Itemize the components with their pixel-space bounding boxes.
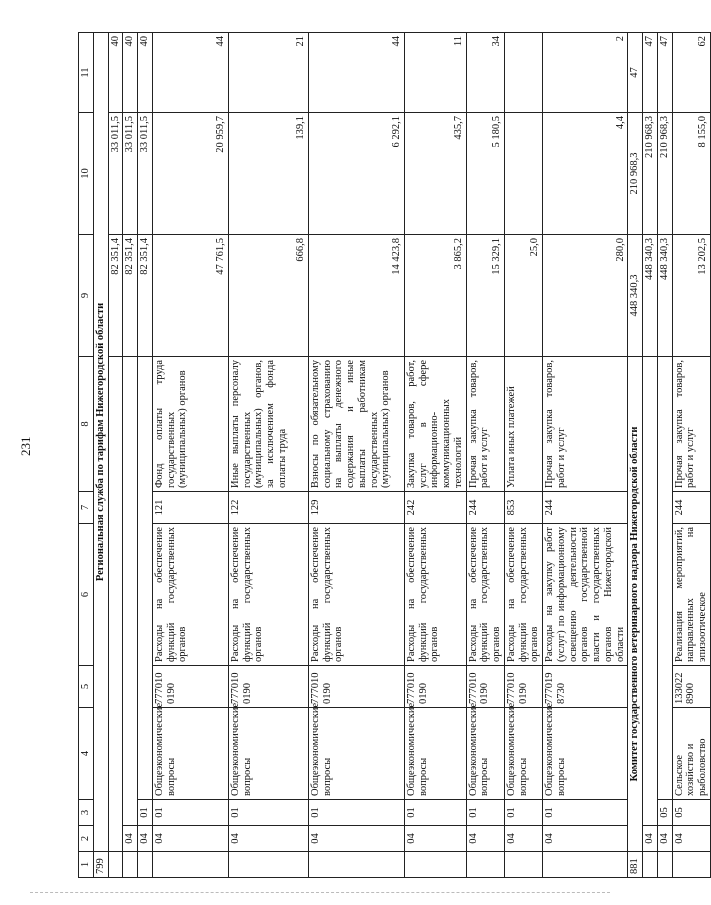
section-799-total-row: 82 351,4 33 011,5 40 [108,33,123,878]
section-title: Комитет государственного ветеринарного надзора Нижегородской области [628,357,643,852]
col-number: 11 [79,33,94,113]
col-number: 1 [79,852,94,878]
table-row: 04 01 Общеэкономические вопросы 777010 0190 Расходы на обеспечение функций государственных органов 242 Закупка товаров, работ, услуг в сфере информационно-коммуникационных технологий 3 865,2 435,7 11 [404,33,466,878]
rotated-table-wrapper [78,33,708,878]
section-799-subsection-row: 04 01 82 351,4 33 011,5 40 [138,33,153,878]
table-row: 04 01 Общеэкономические вопросы 777010 0190 Расходы на обеспечение функций государственных органов 244 Прочая закупка товаров, работ и услуг 15 329,1 5 180,5 34 [466,33,504,878]
page-bottom-rule [30,892,610,893]
table-row: 04 05 Сельское хозяйство и рыболовство 133022 8900 Реализация мероприятий, направленных на эпизоотическое 244 Прочая закупка товаров, работ и услуг 13 202,5 8 155,0 62 [672,33,710,878]
section-799-subtotal-row: 04 82 351,4 33 011,5 40 [123,33,138,878]
section-881-subsection-row: 04 05 448 340,3 210 968,3 47 [657,33,672,878]
table-row: 04 01 Общеэкономические вопросы 777019 8730 Расходы на закупку работ (услуг) по информационному освещению деятельности органов государственной власти и государственных органов Нижегородской области 244 Прочая закупка товаров, работ и услуг 280,0 4,4 2 [543,33,628,878]
section-title: Региональная служба по тарифам Нижегородской области [93,33,108,852]
table-row: 04 01 Общеэкономические вопросы 777010 0190 Расходы на обеспечение функций государственных органов 129 Взносы по обязательному социальному страхованию на выплаты денежного содержания и иные выплаты работникам государственных (муниципальных) органов 14 423,8 6 292,1 44 [308,33,404,878]
col-number: 10 [79,113,94,235]
section-881-title-row: 881 Комитет государственного ветеринарного надзора Нижегородской области 448 340,3 210 968,3 47 [628,33,643,878]
column-number-row [79,33,94,878]
col-number: 8 [79,357,94,492]
col-number: 4 [79,708,94,800]
section-code: 881 [628,852,643,878]
table-row: 04 01 Общеэкономические вопросы 777010 0190 Расходы на обеспечение функций государственных органов 853 Уплата иных платежей 25,0 [504,33,542,878]
budget-table [78,32,711,878]
section-code: 799 [93,852,108,878]
col-number: 2 [79,826,94,852]
col-number: 5 [79,666,94,708]
col-number: 6 [79,524,94,666]
col-number: 9 [79,235,94,357]
table-row: 04 01 Общеэкономические вопросы 777010 0190 Расходы на обеспечение функций государственных органов 121 Фонд оплаты труда государственных (муниципальных) органов 47 761,5 20 959,7 44 [152,33,228,878]
col-number: 3 [79,800,94,826]
section-881-subtotal-row: 04 448 340,3 210 968,3 47 [643,33,658,878]
section-799-title-row [93,33,108,878]
col-number: 7 [79,492,94,524]
page-number: 231 [18,436,33,456]
table-row: 04 01 Общеэкономические вопросы 777010 0190 Расходы на обеспечение функций государственных органов 122 Иные выплаты персоналу государственных (муниципальных) органов, за исключением фонда оплаты труда 666,8 139,1 21 [228,33,308,878]
